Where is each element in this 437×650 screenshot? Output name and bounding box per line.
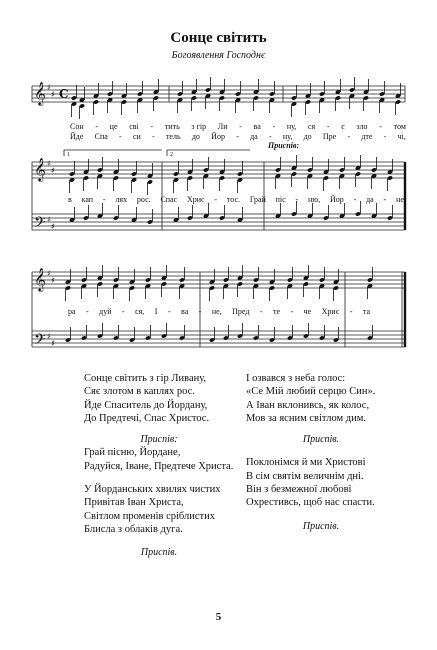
lyric-syllable: дуй bbox=[99, 307, 112, 316]
lyric-syllable: не, bbox=[396, 195, 406, 204]
page-number: 5 bbox=[215, 611, 222, 623]
lyric-syllable: рос. bbox=[136, 195, 151, 204]
lyric-syllable: - bbox=[349, 307, 353, 316]
lyric-syllable: ню, bbox=[307, 195, 321, 204]
lyric-syllable: - bbox=[272, 122, 276, 131]
lyric-syllable: - bbox=[295, 195, 299, 204]
verse-line: Йде Спаситель до Йордану, bbox=[84, 399, 208, 411]
lyric-syllable: є bbox=[341, 122, 345, 131]
lyric-syllable: Спас bbox=[160, 195, 178, 204]
svg-text:C: C bbox=[59, 87, 69, 101]
verse-line: В сім святім величнім дні. bbox=[246, 470, 364, 482]
lyric-syllable: те bbox=[273, 307, 281, 316]
lyric-syllable: ся, bbox=[135, 307, 145, 316]
lyric-syllable: Пред bbox=[232, 307, 250, 316]
lyric-syllable: ну, bbox=[282, 132, 293, 141]
lyric-syllable: це bbox=[109, 122, 118, 131]
verse-line: Радуйся, Іване, Предтече Христа. bbox=[84, 460, 234, 472]
lyric-syllable: чі, bbox=[397, 132, 406, 141]
svg-text:♯: ♯ bbox=[51, 166, 55, 175]
verse-line: Сяє злотом в каплях рос. bbox=[84, 386, 195, 398]
stanza-4 bbox=[246, 456, 396, 509]
svg-text:♯: ♯ bbox=[51, 339, 55, 348]
lyric-syllable: - bbox=[214, 195, 218, 204]
lyric-syllable: Хрис bbox=[186, 195, 205, 204]
svg-text:♯: ♯ bbox=[47, 159, 51, 168]
lyric-syllable: лях bbox=[115, 195, 128, 204]
lyric-syllable: си bbox=[132, 132, 141, 141]
refrain-label-2: Приспів. bbox=[302, 520, 340, 532]
verse-line: У Йорданських хвилях чистих bbox=[84, 484, 221, 496]
lyrics-line1-verse2 bbox=[70, 132, 406, 141]
lyric-syllable: том bbox=[393, 122, 406, 131]
svg-text:♯: ♯ bbox=[51, 276, 55, 285]
lyric-syllable: - bbox=[150, 122, 154, 131]
lyric-syllable: да bbox=[250, 132, 258, 141]
lyric-syllable: тос. bbox=[226, 195, 241, 204]
verse-line: Світлом променів сріблистих bbox=[84, 510, 215, 522]
lyric-syllable: Йде bbox=[70, 132, 84, 141]
refrain-label-short: Приспів. bbox=[140, 547, 178, 559]
right-column bbox=[246, 372, 396, 533]
stanza-3 bbox=[246, 372, 396, 425]
lyric-syllable: Пре bbox=[322, 132, 337, 141]
verse-line: «Се Мій любий серцю Син». bbox=[246, 386, 376, 398]
verse-line: Поклонімся й ми Христові bbox=[246, 457, 366, 469]
lyric-syllable: сві bbox=[129, 122, 139, 131]
lyric-syllable: Йор bbox=[211, 132, 225, 141]
lyric-syllable: до bbox=[191, 132, 200, 141]
verse-line: Сонце світить з гір Ливану, bbox=[84, 373, 207, 384]
lyric-syllable: Спа bbox=[94, 132, 108, 141]
lyric-syllable: зло bbox=[356, 122, 368, 131]
svg-text:𝄞: 𝄞 bbox=[34, 157, 46, 181]
lyric-syllable: ну, bbox=[286, 122, 297, 131]
lyric-syllable: та bbox=[362, 307, 370, 316]
verse-line: Грай пісню, Йордане, bbox=[84, 447, 181, 459]
verse-line: Охрестивсь, щоб нас спасти. bbox=[246, 497, 375, 509]
lyric-syllable: кап bbox=[81, 195, 94, 204]
lyric-syllable: - bbox=[379, 122, 382, 131]
verse-line: Привітав Іван Христа, bbox=[84, 497, 184, 509]
lyric-syllable: - bbox=[167, 307, 171, 316]
lyric-syllable: Грай bbox=[249, 195, 266, 204]
lyric-syllable: не, bbox=[211, 307, 222, 316]
svg-text:♯: ♯ bbox=[47, 215, 51, 224]
lyric-syllable: з гір bbox=[191, 122, 207, 131]
refrain-mark: Приспів: bbox=[268, 141, 300, 150]
lyric-syllable: - bbox=[152, 132, 155, 141]
lyric-syllable: - bbox=[119, 132, 122, 141]
lyric-syllable: - bbox=[268, 132, 272, 141]
lyric-syllable: - bbox=[236, 132, 239, 141]
lyric-syllable: ра bbox=[68, 307, 76, 316]
lyric-syllable: - bbox=[239, 122, 242, 131]
stanza-1 bbox=[84, 372, 234, 425]
lyrics-line3 bbox=[68, 307, 370, 316]
svg-text:𝄢: 𝄢 bbox=[34, 331, 46, 352]
song-subtitle: Богоявлення Господнє bbox=[171, 50, 266, 61]
lyric-syllable: да bbox=[366, 195, 374, 204]
lyric-syllable: тить bbox=[164, 122, 180, 131]
lyric-syllable: - bbox=[290, 307, 294, 316]
lyric-syllable: - bbox=[347, 132, 351, 141]
lyric-syllable: Ли bbox=[217, 122, 228, 131]
lyric-syllable: Йор bbox=[330, 195, 344, 204]
verse-line: І озвався з неба голос: bbox=[246, 373, 346, 384]
lyric-syllable: - bbox=[95, 122, 98, 131]
lyric-syllable: - bbox=[198, 307, 202, 316]
verse-line: До Предтечі, Спас Христос. bbox=[84, 412, 210, 424]
svg-text:𝄢: 𝄢 bbox=[34, 214, 46, 235]
lyrics-line2 bbox=[68, 195, 406, 204]
lyric-syllable: Сон bbox=[70, 122, 84, 131]
svg-text:♯: ♯ bbox=[47, 83, 51, 92]
lyric-syllable: че bbox=[303, 307, 312, 316]
svg-text:♯: ♯ bbox=[51, 90, 55, 99]
lyric-syllable: ся bbox=[308, 122, 316, 131]
lyric-syllable: - bbox=[383, 195, 387, 204]
lyric-syllable: - bbox=[259, 307, 263, 316]
svg-text:♯: ♯ bbox=[47, 269, 51, 278]
verse-line: Блисла з облаків дуга. bbox=[84, 523, 183, 535]
lyric-syllable: - bbox=[383, 132, 387, 141]
song-title: Сонце світить bbox=[170, 30, 267, 46]
lyric-syllable: ва bbox=[253, 122, 261, 131]
volta-1-label: 1 bbox=[67, 152, 70, 158]
verse-line: Він з безмежної любові bbox=[246, 484, 352, 496]
lyric-syllable: в bbox=[68, 195, 72, 204]
refrain-label: Приспів: bbox=[140, 434, 178, 446]
lyric-syllable: тель bbox=[165, 132, 181, 141]
lyric-syllable: - bbox=[353, 195, 357, 204]
verse-line: А Іван вклонивсь, як колос, bbox=[246, 399, 370, 411]
lyrics-line1-verse1 bbox=[70, 122, 406, 131]
svg-text:𝄞: 𝄞 bbox=[34, 81, 46, 105]
lyric-syllable: до bbox=[303, 132, 312, 141]
lyric-syllable: піс bbox=[275, 195, 286, 204]
lyric-syllable: І bbox=[154, 307, 158, 316]
lyric-syllable: ва bbox=[181, 307, 189, 316]
lyric-syllable: - bbox=[121, 307, 125, 316]
lyric-syllable: Хрис bbox=[321, 307, 340, 316]
refrain-label-1: Приспів. bbox=[302, 434, 340, 446]
svg-text:♯: ♯ bbox=[47, 332, 51, 341]
svg-text:♯: ♯ bbox=[51, 222, 55, 231]
stanza-2 bbox=[84, 483, 234, 536]
lyric-syllable: дте bbox=[361, 132, 373, 141]
verse-line: Мов за ясним світлом дим. bbox=[246, 412, 366, 424]
refrain-text bbox=[84, 446, 234, 473]
lyric-syllable: - bbox=[326, 122, 330, 131]
lyric-syllable: - bbox=[86, 307, 89, 316]
left-column bbox=[84, 372, 234, 560]
lyric-syllable: - bbox=[102, 195, 106, 204]
volta-2-label: 2 bbox=[170, 152, 173, 158]
svg-text:𝄞: 𝄞 bbox=[34, 267, 46, 291]
